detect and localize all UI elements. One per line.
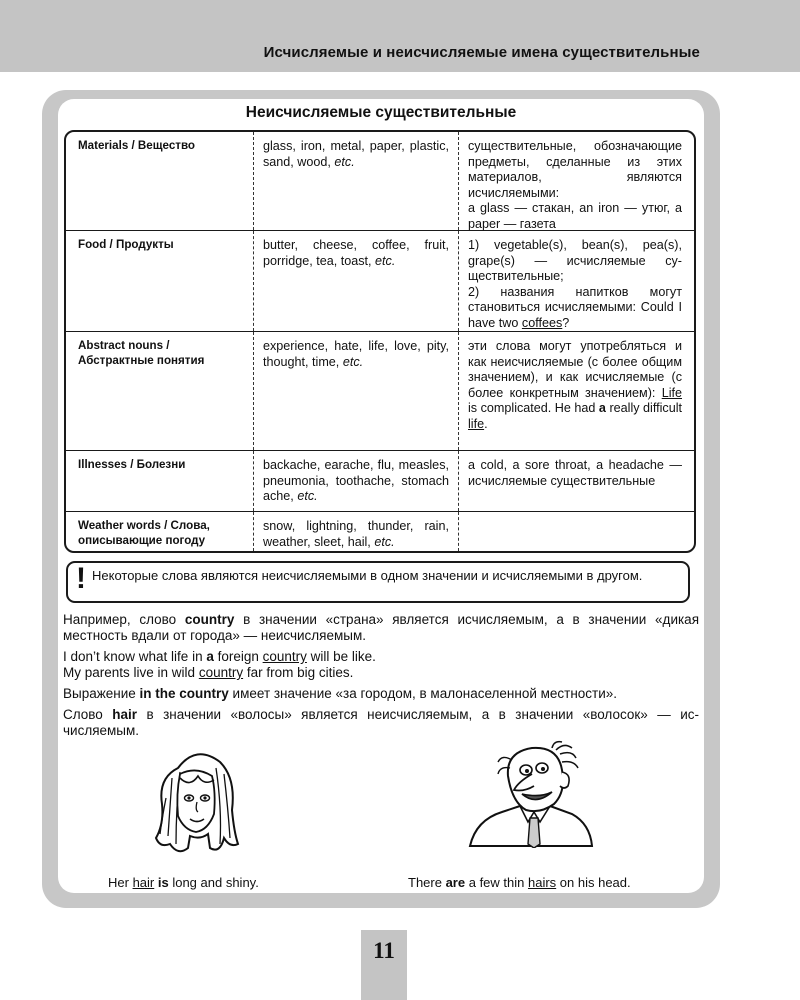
girl-illustration [150, 748, 245, 860]
notes-cell: a cold, a sore throat, a headache — исчисляемые существительные [458, 451, 694, 511]
note-box [66, 561, 690, 603]
examples-cell: experience, hate, life, love, pity, thought, time, etc. [253, 332, 458, 450]
right-caption: There are a few thin hairs on his head. [408, 875, 631, 890]
table-row [66, 331, 694, 450]
table-row [66, 450, 694, 511]
notes-cell: существительные, обозначающие предметы, сделанные из этих материалов, являются исчисляемыми: a glass — стакан, an iron — утюг, a paper — газета [458, 132, 694, 230]
uncountable-nouns-table [64, 130, 696, 553]
notes-cell [458, 512, 694, 551]
examples-cell: butter, cheese, coffee, fruit, porridge, tea, toast, etc. [253, 231, 458, 331]
page-number: 11 [373, 938, 395, 963]
table-row [66, 132, 694, 230]
paragraph: Например, слово country в значении «страна» является исчисляемым, а в значении «дикая местность вдали от города» — неисчисляемым. [63, 612, 700, 643]
note-text: Некоторые слова являются неисчисляемыми в одном значении и исчисляемыми в другом. [92, 568, 643, 583]
header-band [0, 0, 800, 72]
paragraph: Выражение in the country имеет значение «за городом, в малонаселенной местности». [63, 686, 618, 701]
category-cell: Abstract nouns / Абстрактные понятия [78, 339, 205, 367]
examples-cell: glass, iron, metal, paper, plastic, sand, wood, etc. [253, 132, 458, 230]
notes-cell: 1) vegetable(s), bean(s), pea(s), grape(s) — исчисляемые существительные; 2) названия напитков могут становиться исчисляемыми: Could I have two coffees? [458, 231, 694, 331]
example-sentences: I don’t know what life in a foreign country will be like. My parents live in wild country far from big cities. [63, 649, 376, 680]
category-cell: Weather words / Слова, описывающие погоду [78, 519, 210, 547]
examples-cell: snow, lightning, thunder, rain, weather, sleet, hail, etc. [253, 512, 458, 551]
explanation-text [63, 612, 699, 744]
man-illustration [468, 740, 594, 848]
table-title: Неисчисляемые существительные [245, 104, 517, 121]
table-row [66, 230, 694, 331]
exclamation-icon: ! [76, 562, 86, 595]
paragraph: Слово hair в значении «волосы» является неисчисляемым, а в значении «волосок» — исчисляемым. [63, 707, 699, 738]
category-cell: Illnesses / Болезни [78, 458, 186, 471]
table-row [66, 511, 694, 551]
category-cell: Materials / Вещество [78, 139, 196, 152]
notes-cell: эти слова могут употребляться и как неисчисляемые (с более общим значением), и как исчисляемые (с более конкретным значением): Life is complicated. He had a really difficult life. [458, 332, 694, 450]
category-cell: Food / Продукты [78, 238, 174, 251]
examples-cell: backache, earache, flu, measles, pneumonia, toothache, stomach ache, etc. [253, 451, 458, 511]
section-title: Исчисляемые и неисчисляемые имена существительные [263, 44, 700, 61]
left-caption: Her hair is long and shiny. [108, 875, 259, 890]
